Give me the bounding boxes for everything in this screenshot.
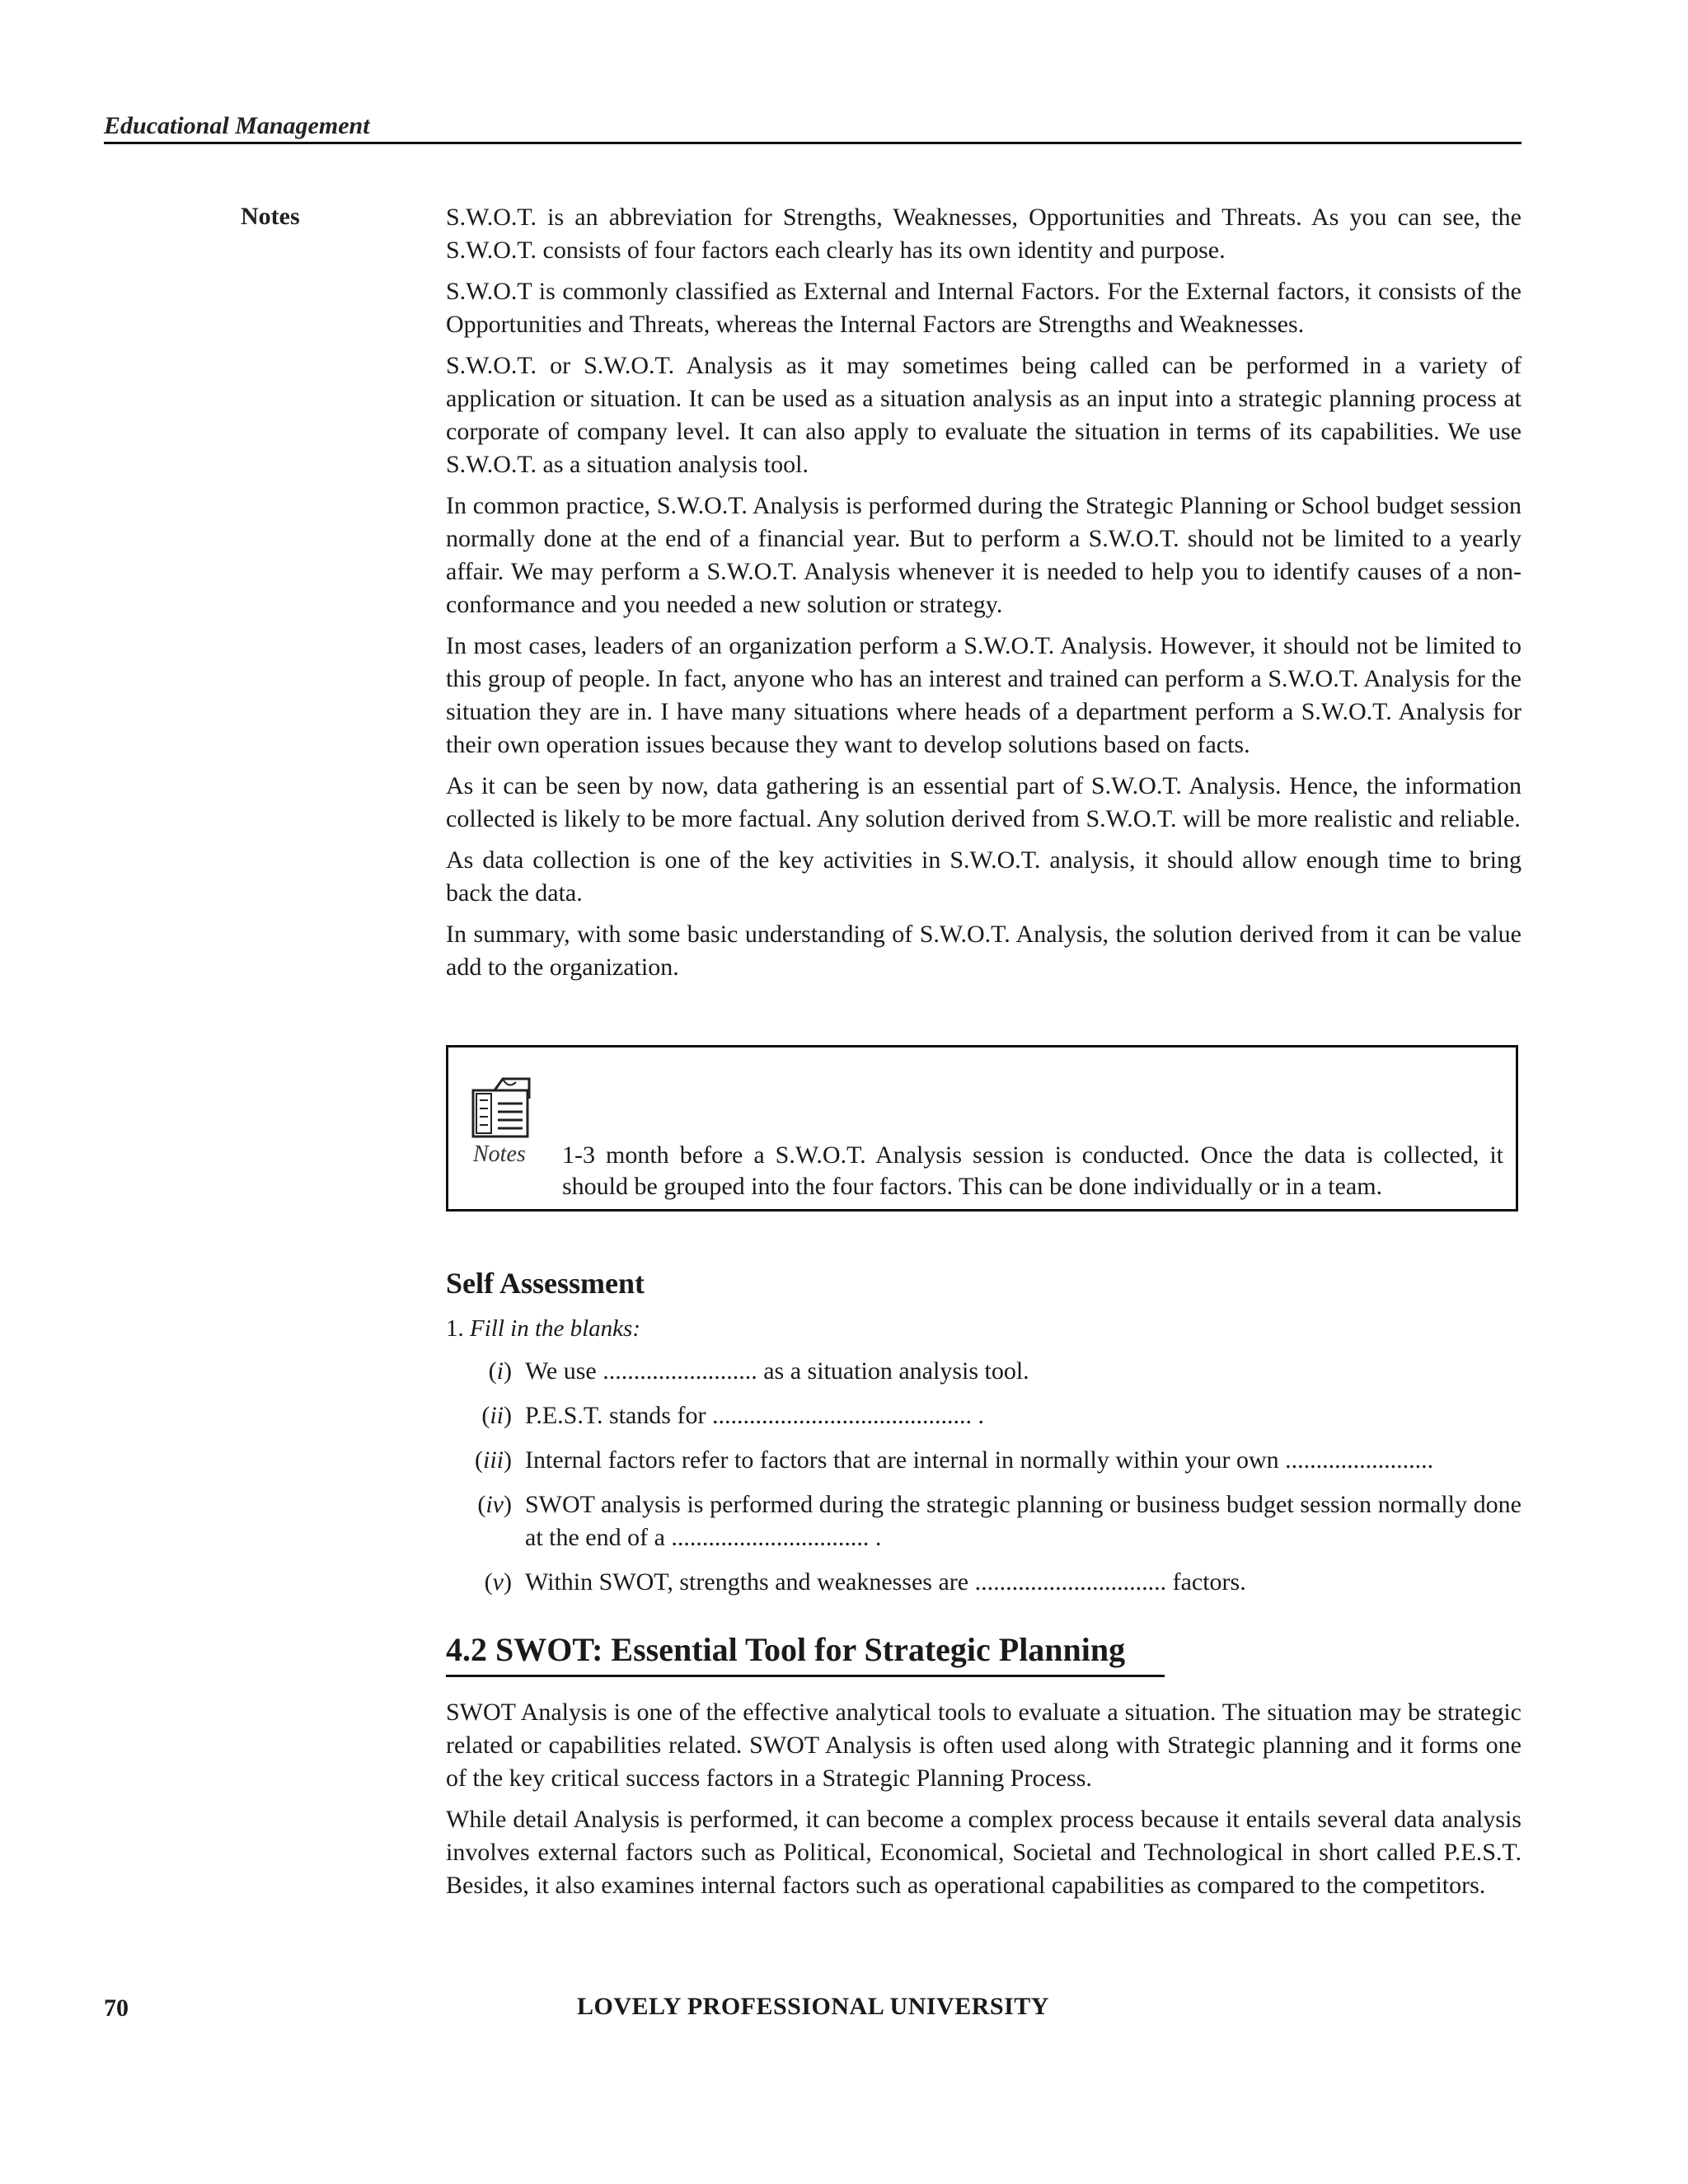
question-instruction: Fill in the blanks: bbox=[470, 1315, 640, 1342]
item-number: (i) bbox=[488, 1357, 512, 1385]
section-heading-underline bbox=[446, 1675, 1165, 1677]
self-assessment-title: Self Assessment bbox=[446, 1267, 645, 1300]
running-header: Educational Management bbox=[104, 112, 370, 139]
question-number: 1. bbox=[446, 1315, 464, 1342]
margin-notes-label: Notes bbox=[241, 203, 300, 230]
list-item bbox=[446, 1444, 1522, 1477]
item-text: P.E.S.T. stands for .......................................... . bbox=[525, 1402, 984, 1429]
paragraph: As data collection is one of the key activities in S.W.O.T. analysis, it should allow enough time to bring back the data. bbox=[446, 846, 1522, 907]
item-number: (iv) bbox=[477, 1491, 512, 1518]
footer-publisher: LOVELY PROFESSIONAL UNIVERSITY bbox=[577, 1993, 1049, 2020]
paragraph: In most cases, leaders of an organization perform a S.W.O.T. Analysis. However, it should not be limited to this group of people. In fact, anyone who has an interest and trained can perform a S.W.O.T. Analysis for the situation they are in. I have many situations where heads of a department perform a S.W.O.T. Analysis for their own operation issues because they want to develop solutions based on facts. bbox=[446, 632, 1522, 758]
paragraph: In summary, with some basic understanding of S.W.O.T. Analysis, the solution derived from it can be value add to the organization. bbox=[446, 921, 1522, 981]
note-box bbox=[446, 1045, 1518, 1212]
question-list bbox=[446, 1355, 1522, 1610]
body-text bbox=[446, 201, 1522, 992]
header-rule bbox=[104, 142, 1522, 144]
list-item bbox=[446, 1355, 1522, 1388]
item-text: Internal factors refer to factors that are internal in normally within your own ........................ bbox=[525, 1446, 1434, 1474]
item-number: (iii) bbox=[474, 1446, 512, 1474]
paragraph: While detail Analysis is performed, it can become a complex process because it entails several data analysis involves external factors such as Political, Economical, Societal and Technological in short called P.E.S.T. Besides, it also examines internal factors such as operational capabilities as compared to the competitors. bbox=[446, 1806, 1522, 1899]
section-heading: 4.2 SWOT: Essential Tool for Strategic Planning bbox=[446, 1631, 1126, 1668]
note-box-label: Notes bbox=[473, 1141, 526, 1167]
item-text: Within SWOT, strengths and weaknesses are ............................... factors. bbox=[525, 1568, 1246, 1596]
page-number: 70 bbox=[104, 1994, 129, 2022]
section-body bbox=[446, 1696, 1522, 1910]
list-item bbox=[446, 1399, 1522, 1432]
item-number: (v) bbox=[484, 1568, 512, 1596]
list-item bbox=[446, 1566, 1522, 1599]
note-box-text: 1-3 month before a S.W.O.T. Analysis session is conducted. Once the data is collected, it should be grouped into the four factors. This can be done individually or in a team. bbox=[562, 1141, 1503, 1200]
paragraph: As it can be seen by now, data gathering is an essential part of S.W.O.T. Analysis. Hence, the information collected is likely to be more factual. Any solution derived from S.W.O.T. will be more realistic and reliable. bbox=[446, 772, 1522, 832]
notebook-icon bbox=[470, 1074, 532, 1140]
paragraph: S.W.O.T. is an abbreviation for Strengths, Weaknesses, Opportunities and Threats. As you can see, the S.W.O.T. consists of four factors each clearly has its own identity and purpose. bbox=[446, 204, 1522, 264]
paragraph: SWOT Analysis is one of the effective analytical tools to evaluate a situation. The situation may be strategic related or capabilities related. SWOT Analysis is often used along with Strategic planning and it forms one of the key critical success factors in a Strategic Planning Process. bbox=[446, 1699, 1522, 1792]
item-number: (ii) bbox=[481, 1402, 512, 1429]
paragraph: In common practice, S.W.O.T. Analysis is performed during the Strategic Planning or School budget session normally done at the end of a financial year. But to perform a S.W.O.T. should not be limited to a yearly affair. We may perform a S.W.O.T. Analysis whenever it is needed to help you to identify causes of a non-conformance and you needed a new solution or strategy. bbox=[446, 492, 1522, 618]
paragraph: S.W.O.T is commonly classified as External and Internal Factors. For the External factors, it consists of the Opportunities and Threats, whereas the Internal Factors are Strengths and Weaknesses. bbox=[446, 278, 1522, 338]
paragraph: S.W.O.T. or S.W.O.T. Analysis as it may sometimes being called can be performed in a variety of application or situation. It can be used as a situation analysis as an input into a strategic planning process at corporate of company level. It can also apply to evaluate the situation in terms of its capabilities. We use S.W.O.T. as a situation analysis tool. bbox=[446, 352, 1522, 478]
list-item bbox=[446, 1488, 1522, 1554]
question-intro bbox=[446, 1315, 640, 1343]
item-text: We use ......................... as a situation analysis tool. bbox=[525, 1357, 1029, 1385]
item-text: SWOT analysis is performed during the strategic planning or business budget session normally done at the end of a ................................ . bbox=[525, 1491, 1522, 1551]
